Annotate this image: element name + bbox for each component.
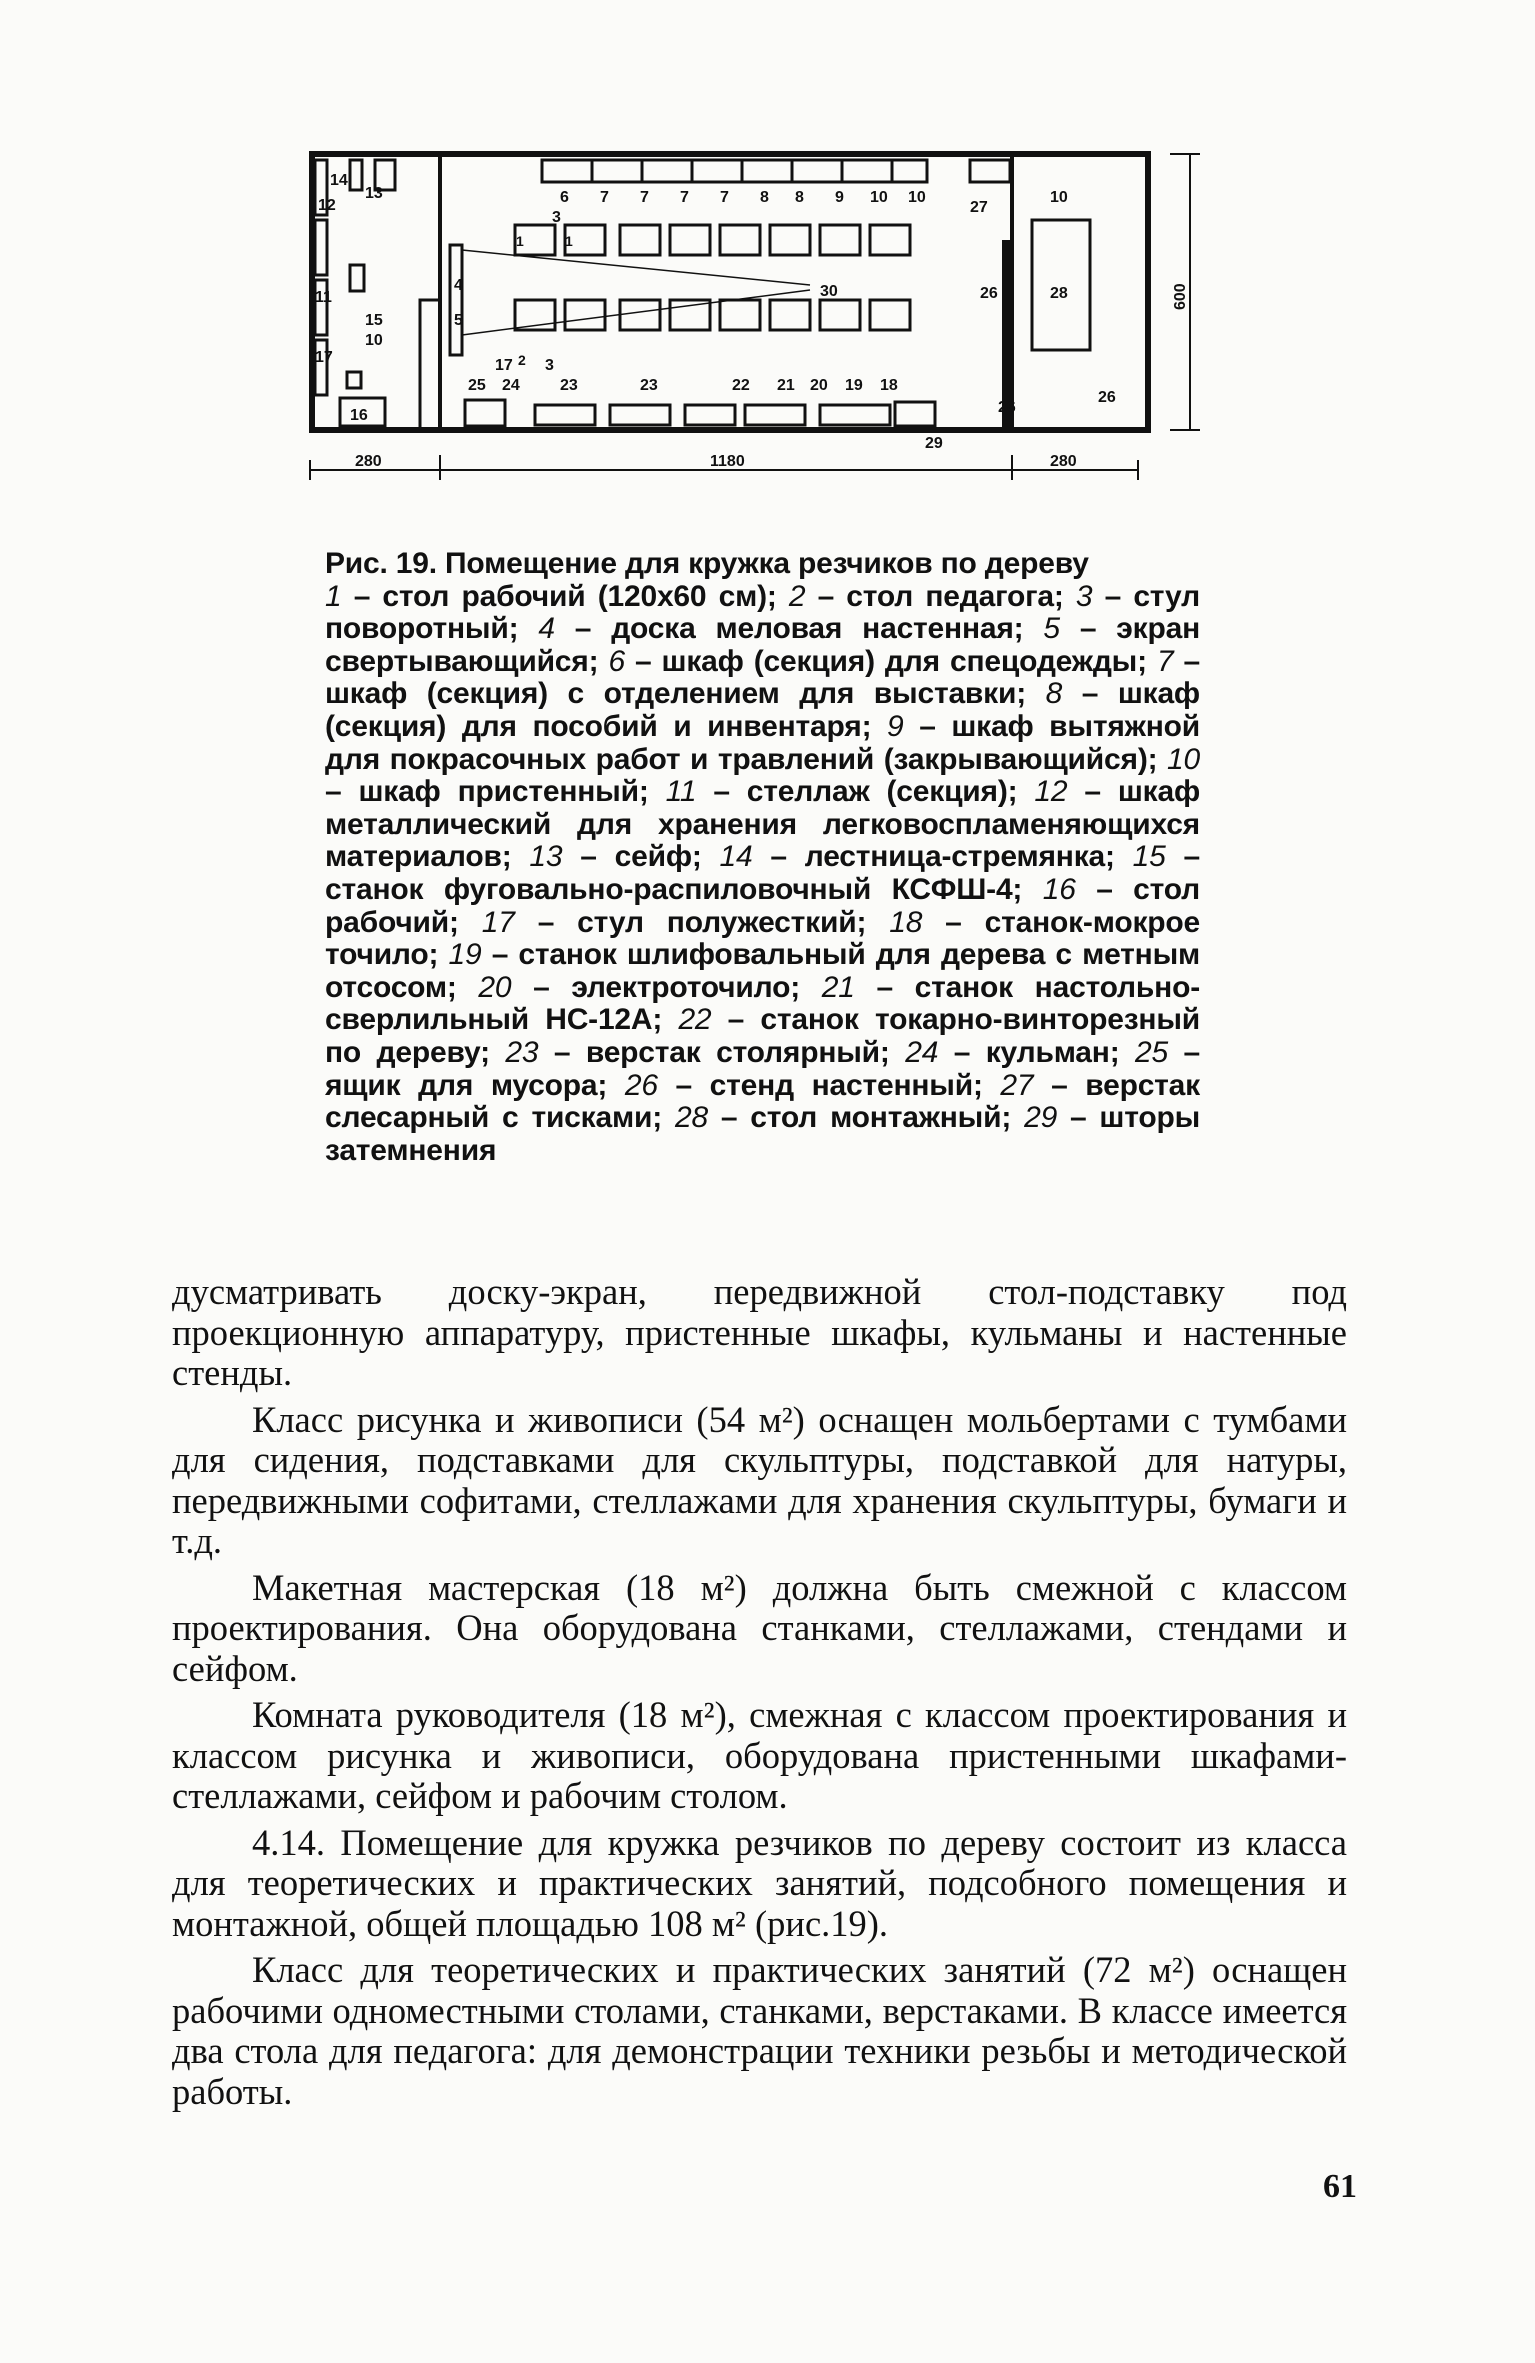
label-17a: 17 [315, 349, 333, 366]
desk-row-bottom [515, 300, 910, 330]
top-cabinet-dividers [592, 160, 892, 182]
paragraph-3: Макетная мастерская (18 м²) должна быть смежной с классом проектирования. Она оборудована станками, стеллажами, стендами и сейфом. [172, 1566, 1347, 1689]
label-6: 6 [560, 189, 569, 206]
board-screen [450, 245, 462, 355]
label-30: 30 [820, 283, 838, 300]
page-number: 61 [1323, 2168, 1357, 2205]
label-10d: 10 [1050, 189, 1068, 206]
label-25: 25 [468, 377, 486, 394]
label-10c: 10 [908, 189, 926, 206]
label-9: 9 [835, 189, 844, 206]
paragraph-4: Комната руководителя (18 м²), смежная с классом проектирования и классом рисунка и живописи, оборудована пристенными шкафами-стеллажами, сейфом и рабочим столом. [172, 1694, 1347, 1816]
paragraph-6: Класс для теоретических и практических занятий (72 м²) оснащен рабочими одноместными столами, станками, верстаками. В классе имеется два стола для педагога: для демонстрации техники резьбы и методической работы. [172, 1949, 1347, 2112]
desk-row-top [515, 225, 910, 255]
label-27: 27 [970, 199, 988, 216]
label-23b: 23 [640, 377, 658, 394]
label-11: 11 [315, 289, 332, 306]
dim-height: 600 [1172, 283, 1189, 310]
label-3b: 3 [545, 357, 554, 374]
label-24: 24 [502, 377, 520, 394]
label-21: 21 [777, 377, 795, 394]
label-18: 18 [880, 377, 898, 394]
label-2: 2 [518, 352, 526, 368]
dim-right: 280 [1050, 453, 1077, 470]
label-26c: 26 [1098, 389, 1116, 406]
paragraph-1: дусматривать доску-экран, передвижной стол-подставку под проекционную аппаратуру, пристенные шкафы, кульманы и настенные стенды. [172, 1271, 1347, 1393]
legend-items: 1 – стол рабочий (120х60 см); 2 – стол педагога; 3 – стул поворотный; 4 – доска меловая настенная; 5 – экран свертывающийся; 6 – шкаф (секция) для спецодежды; 7 – шкаф (секция) с отделением для выставки; 8 – шкаф (секция) для пособий и инвентаря; 9 – шкаф вытяжной для покрасочных работ и травлений (закрывающийся); 10 – шкаф пристенный; 11 – стеллаж (секция); 12 – шкаф металлический для хранения легковоспламеняющихся материалов; 13 – сейф; 14 – лестница-стремянка; 15 – станок фуговально-распиловочный КСФШ-4; 16 – стол рабочий; 17 – стул полужесткий; 18 – станок-мокрое точило; 19 – станок шлифовальный для дерева с метным отсосом; 20 – электроточило; 21 – станок настольно-сверлильный НС-12А; 22 – станок токарно-винторезный по дереву; 23 – верстак столярный; 24 – кульман; 25 – ящик для мусора; 26 – стенд настенный; 27 – верстак слесарный с тисками; 28 – стол монтажный; 29 – шторы затемнения [325, 579, 1201, 1167]
label-20: 20 [810, 377, 828, 394]
label-13: 13 [365, 185, 383, 202]
label-10a: 10 [365, 332, 383, 349]
dim-middle: 1180 [710, 453, 745, 470]
label-10b: 10 [870, 189, 888, 206]
label-14: 14 [330, 172, 348, 189]
label-29: 29 [925, 435, 943, 452]
paragraph-5: 4.14. Помещение для кружка резчиков по дереву состоит из класса для теоретических и практических занятий, подсобного помещения и монтажной, общей площадью 108 м² (рис.19). [172, 1821, 1347, 1944]
label-17b: 17 [495, 357, 513, 374]
figure-caption [325, 548, 1200, 1167]
label-16: 16 [350, 407, 368, 424]
label-3a: 3 [552, 209, 561, 226]
label-28: 28 [1050, 285, 1068, 302]
label-7a: 7 [600, 189, 609, 206]
label-5: 5 [454, 312, 463, 329]
bottom-machines [465, 400, 935, 426]
label-4: 4 [454, 277, 463, 294]
label-8a: 8 [760, 189, 769, 206]
label-26b: 26 [998, 399, 1016, 416]
label-12: 12 [318, 197, 336, 214]
floor-plan-figure [290, 130, 1210, 520]
top-wall-cabinets [542, 160, 1010, 182]
label-7d: 7 [720, 189, 729, 206]
body-text [172, 1272, 1347, 2118]
label-8b: 8 [795, 189, 804, 206]
label-15: 15 [365, 312, 383, 329]
label-7c: 7 [680, 189, 689, 206]
dim-left: 280 [355, 453, 382, 470]
label-19: 19 [845, 377, 863, 394]
caption-title: Рис. 19. Помещение для кружка резчиков по дереву [325, 547, 1089, 580]
label-1b: 1 [565, 233, 573, 249]
label-7b: 7 [640, 189, 649, 206]
label-23a: 23 [560, 377, 578, 394]
room-outline [312, 154, 1148, 430]
paragraph-2: Класс рисунка и живописи (54 м²) оснащен мольбертами с тумбами для сидения, подставками для скульптуры, подставкой для натуры, передвижными софитами, стеллажами для хранения скульптуры, бумаги и т.д. [172, 1398, 1347, 1561]
label-26a: 26 [980, 285, 998, 302]
label-1a: 1 [516, 233, 524, 249]
label-22: 22 [732, 377, 750, 394]
